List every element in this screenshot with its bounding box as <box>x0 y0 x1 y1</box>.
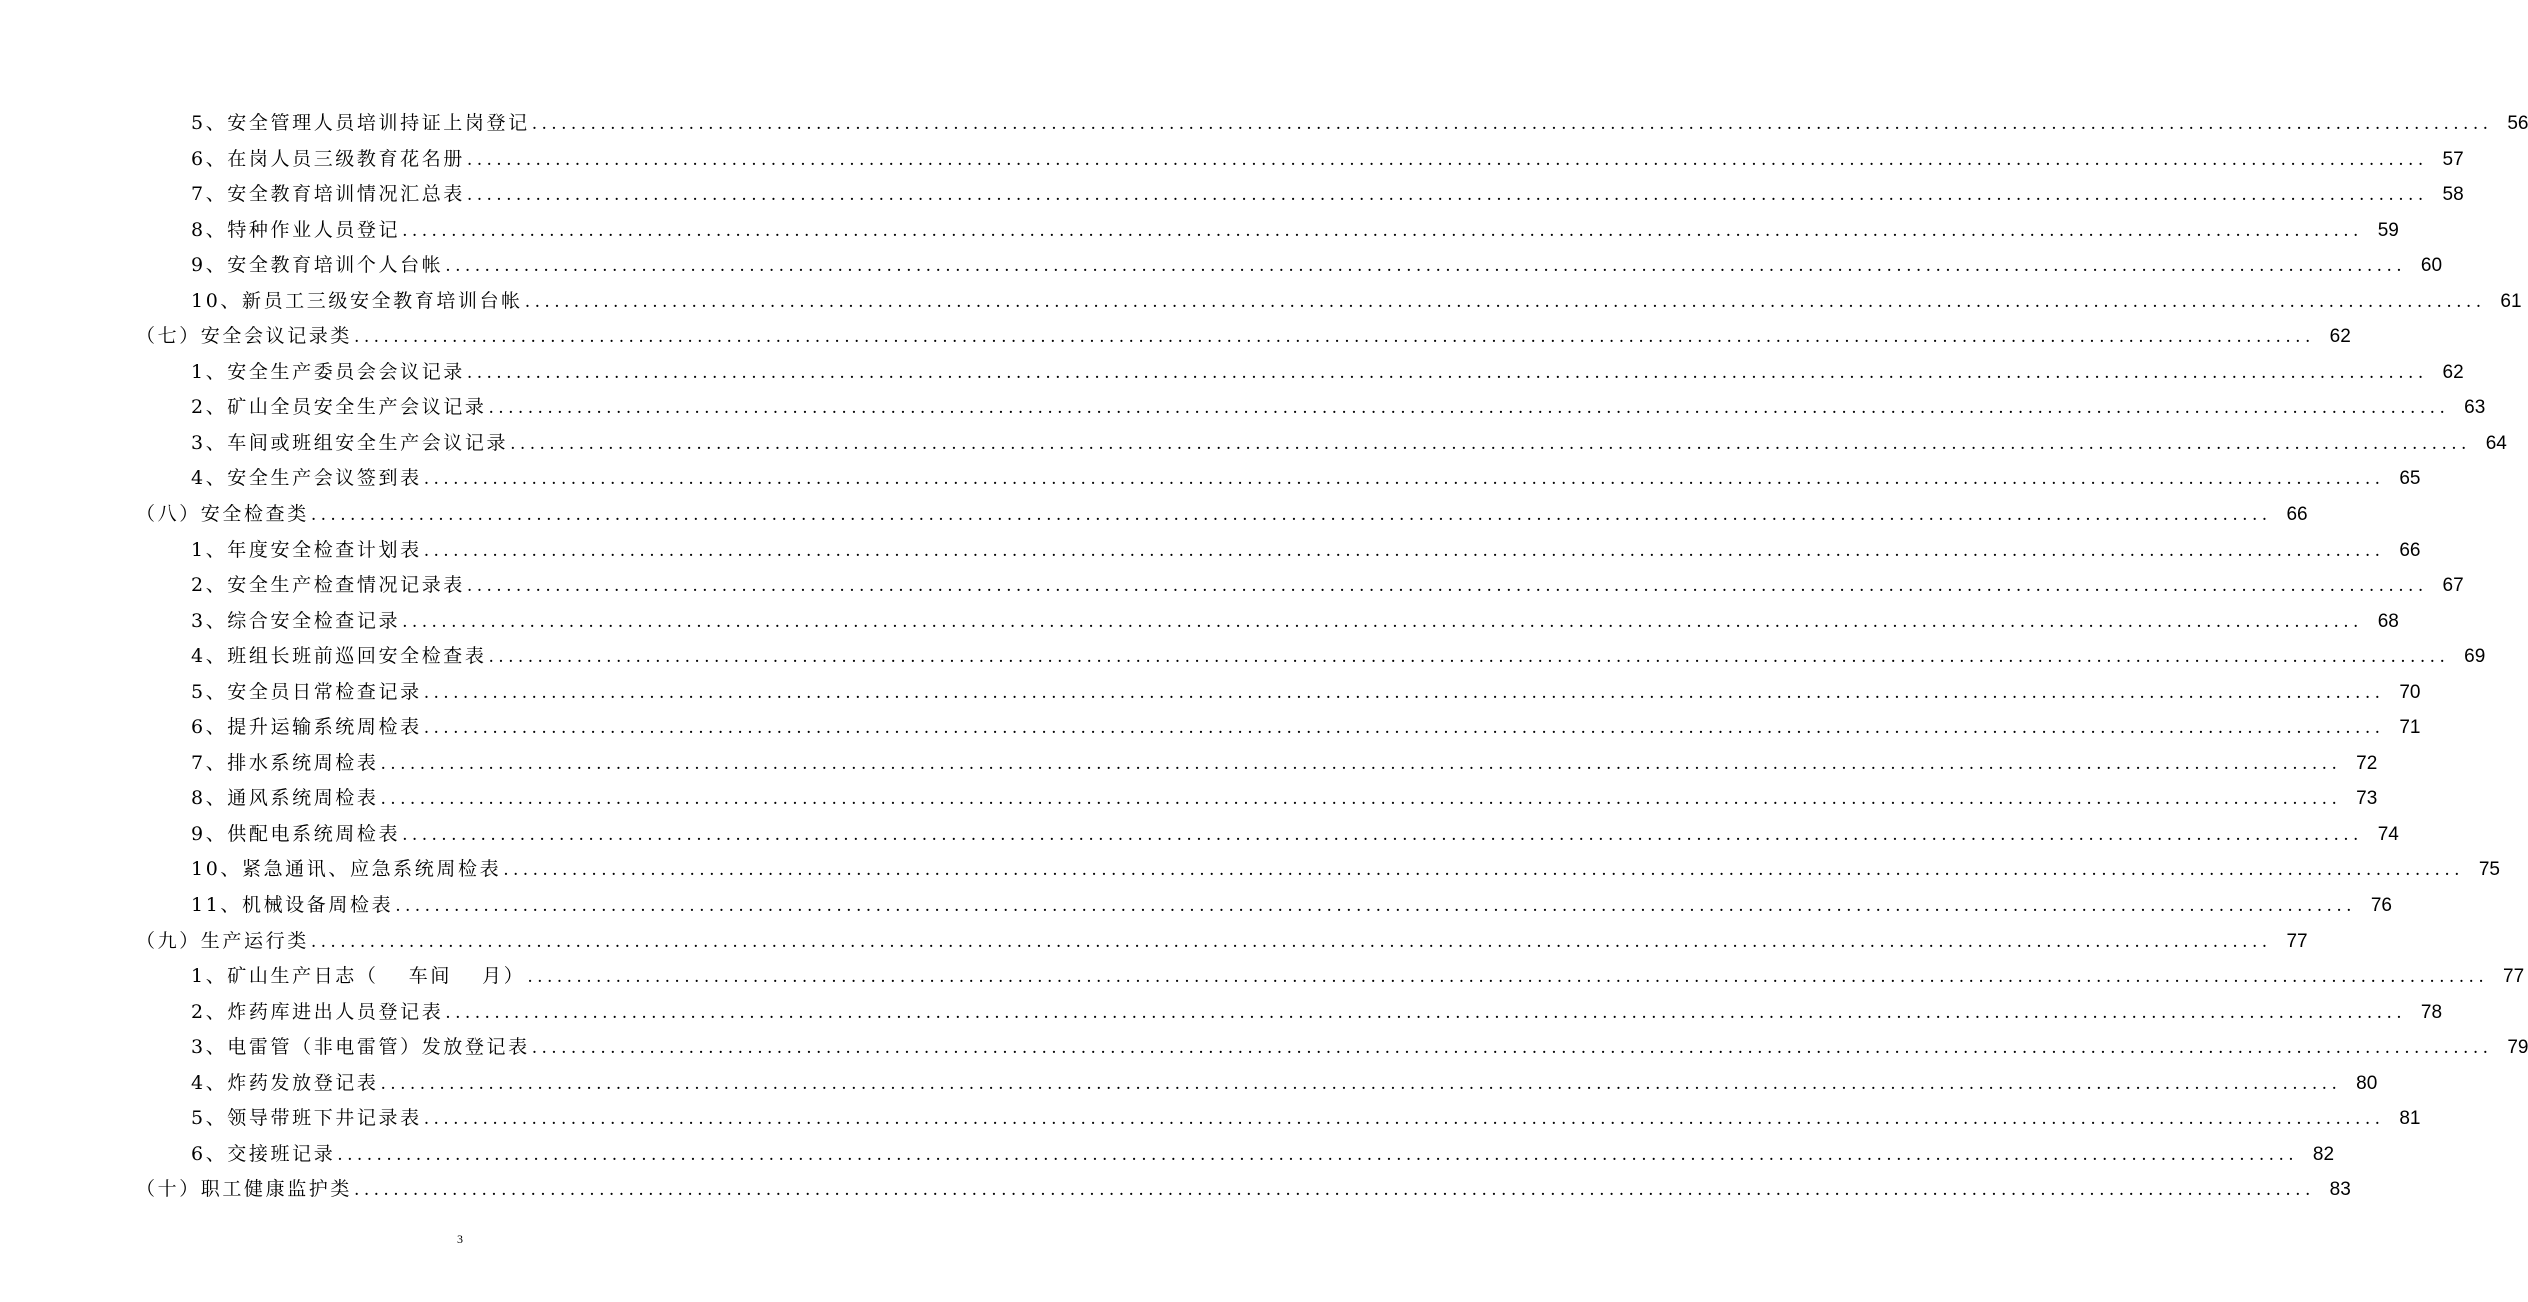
toc-entry-label: 2、安全生产检查情况记录表 <box>191 574 465 597</box>
toc-section-entry <box>0 497 2308 533</box>
toc-dot-leader: ........................................................................................................................................................................................................ <box>503 860 2464 881</box>
toc-entry-page-number: 59 <box>2377 219 2399 241</box>
toc-item-entry <box>0 710 2421 746</box>
table-of-contents <box>0 106 2528 1208</box>
toc-item-entry <box>0 639 2486 675</box>
toc-entry-page-number: 73 <box>2356 788 2378 810</box>
toc-entry-page-number: 71 <box>2399 717 2421 739</box>
toc-entry-label: 9、安全教育培训个人台帐 <box>191 254 444 277</box>
toc-dot-leader: ........................................................................................................................................................................................................ <box>402 824 2363 845</box>
toc-entry-page-number: 78 <box>2420 1001 2443 1023</box>
toc-entry-label: 5、安全员日常检查记录 <box>191 680 422 703</box>
toc-entry-label: 6、在岗人员三级教育花名册 <box>191 147 465 170</box>
toc-section-entry <box>0 924 2308 960</box>
toc-item-entry <box>0 142 2464 178</box>
toc-entry-page-number: 64 <box>2485 432 2507 454</box>
toc-entry-label: 6、提升运输系统周检表 <box>191 716 422 739</box>
toc-dot-leader: ........................................................................................................................................................................................................ <box>354 1180 2315 1201</box>
toc-entry-page-number: 68 <box>2377 610 2399 632</box>
toc-dot-leader: ........................................................................................................................................................................................................ <box>527 967 2489 988</box>
toc-dot-leader: ........................................................................................................................................................................................................ <box>445 256 2407 277</box>
toc-item-entry <box>0 533 2421 569</box>
toc-entry-page-number: 63 <box>2464 397 2486 419</box>
toc-entry-page-number: 72 <box>2356 752 2378 774</box>
toc-entry-page-number: 74 <box>2377 823 2399 845</box>
toc-dot-leader: ........................................................................................................................................................................................................ <box>395 896 2356 917</box>
toc-dot-leader: ........................................................................................................................................................................................................ <box>524 291 2486 312</box>
toc-entry-label: 1、安全生产委员会会议记录 <box>191 360 465 383</box>
toc-entry-page-number: 57 <box>2442 148 2464 170</box>
toc-dot-leader: ........................................................................................................................................................................................................ <box>445 1002 2407 1023</box>
toc-item-entry <box>0 1101 2421 1137</box>
toc-entry-page-number: 83 <box>2329 1179 2351 1201</box>
toc-dot-leader: ........................................................................................................................................................................................................ <box>466 149 2428 170</box>
toc-dot-leader: ........................................................................................................................................................................................................ <box>402 611 2363 632</box>
toc-entry-label: 1、矿山生产日志（ 车间 月） <box>191 965 526 988</box>
toc-entry-label: 2、矿山全员安全生产会议记录 <box>191 396 487 419</box>
toc-item-entry <box>0 959 2525 995</box>
toc-entry-label: 6、交接班记录 <box>191 1142 336 1165</box>
toc-item-entry <box>0 781 2378 817</box>
toc-item-entry <box>0 1137 2335 1173</box>
toc-item-entry <box>0 604 2399 640</box>
toc-entry-label: 1、年度安全检查计划表 <box>191 538 422 561</box>
toc-entry-label: 7、安全教育培训情况汇总表 <box>191 183 465 206</box>
toc-entry-label: 5、安全管理人员培训持证上岗登记 <box>191 112 530 134</box>
toc-entry-page-number: 70 <box>2399 681 2421 703</box>
toc-item-entry <box>0 390 2486 426</box>
toc-entry-page-number: 81 <box>2399 1108 2421 1130</box>
toc-entry-page-number: 77 <box>2503 966 2525 988</box>
toc-section-entry <box>0 319 2351 355</box>
toc-section-entry <box>0 1172 2351 1208</box>
toc-entry-label: 4、安全生产会议签到表 <box>191 467 422 490</box>
toc-entry-page-number: 75 <box>2478 859 2500 881</box>
toc-item-entry <box>0 426 2507 462</box>
toc-entry-page-number: 76 <box>2370 895 2392 917</box>
toc-entry-label: 2、炸药库进出人员登记表 <box>191 1000 444 1023</box>
toc-item-entry <box>0 675 2421 711</box>
toc-entry-page-number: 79 <box>2507 1037 2528 1059</box>
toc-dot-leader: ........................................................................................................................................................................................................ <box>380 1073 2342 1094</box>
toc-dot-leader: ........................................................................................................................................................................................................ <box>354 327 2315 348</box>
toc-entry-label: 3、电雷管（非电雷管）发放登记表 <box>191 1036 530 1059</box>
toc-item-entry <box>0 852 2500 888</box>
toc-entry-page-number: 61 <box>2500 290 2522 312</box>
toc-entry-label: 3、车间或班组安全生产会议记录 <box>191 431 509 454</box>
toc-item-entry <box>0 568 2464 604</box>
toc-item-entry <box>0 106 2528 142</box>
toc-item-entry <box>0 355 2464 391</box>
toc-entry-label: （八）安全检查类 <box>136 503 309 526</box>
toc-entry-page-number: 67 <box>2442 575 2464 597</box>
toc-entry-label: 4、班组长班前巡回安全检查表 <box>191 645 487 668</box>
toc-item-entry <box>0 1066 2378 1102</box>
toc-item-entry <box>0 213 2399 249</box>
toc-item-entry <box>0 817 2399 853</box>
toc-entry-page-number: 66 <box>2286 504 2308 526</box>
toc-dot-leader: ........................................................................................................................................................................................................ <box>423 469 2385 490</box>
toc-entry-page-number: 66 <box>2399 539 2421 561</box>
toc-entry-label: 10、新员工三级安全教育培训台帐 <box>191 289 523 312</box>
toc-dot-leader: ........................................................................................................................................................................................................ <box>423 540 2385 561</box>
toc-entry-page-number: 82 <box>2312 1143 2335 1165</box>
toc-item-entry <box>0 888 2392 924</box>
toc-dot-leader: ........................................................................................................................................................................................................ <box>380 753 2342 774</box>
page-number: 3 <box>457 1232 463 1246</box>
toc-item-entry <box>0 995 2443 1031</box>
toc-item-entry <box>0 177 2464 213</box>
toc-dot-leader: ........................................................................................................................................................................................................ <box>488 398 2450 419</box>
toc-dot-leader: ........................................................................................................................................................................................................ <box>380 789 2342 810</box>
toc-dot-leader: ........................................................................................................................................................................................................ <box>310 505 2272 526</box>
toc-entry-label: （十）职工健康监护类 <box>136 1178 353 1201</box>
toc-entry-label: 4、炸药发放登记表 <box>191 1071 379 1094</box>
toc-item-entry <box>0 746 2378 782</box>
toc-entry-page-number: 60 <box>2420 255 2443 277</box>
toc-entry-page-number: 62 <box>2329 326 2351 348</box>
toc-entry-label: 8、特种作业人员登记 <box>191 218 401 241</box>
toc-entry-page-number: 69 <box>2464 646 2486 668</box>
toc-entry-page-number: 65 <box>2399 468 2421 490</box>
toc-item-entry <box>0 248 2443 284</box>
toc-entry-label: 10、紧急通讯、应急系统周检表 <box>191 858 502 881</box>
toc-dot-leader: ........................................................................................................................................................................................................ <box>423 1109 2385 1130</box>
toc-dot-leader: ........................................................................................................................................................................................................ <box>310 931 2272 952</box>
toc-dot-leader: ........................................................................................................................................................................................................ <box>423 718 2385 739</box>
toc-dot-leader: ........................................................................................................................................................................................................ <box>402 220 2363 241</box>
toc-dot-leader: ........................................................................................................................................................................................................ <box>423 682 2385 703</box>
toc-dot-leader: ........................................................................................................................................................................................................ <box>510 433 2471 454</box>
toc-item-entry <box>0 284 2522 320</box>
toc-entry-label: （九）生产运行类 <box>136 929 309 952</box>
toc-entry-label: 11、机械设备周检表 <box>191 894 394 917</box>
toc-entry-page-number: 58 <box>2442 184 2464 206</box>
toc-item-entry <box>0 1030 2528 1066</box>
toc-entry-page-number: 56 <box>2507 113 2528 134</box>
toc-entry-page-number: 80 <box>2356 1072 2378 1094</box>
toc-dot-leader: ........................................................................................................................................................................................................ <box>337 1144 2299 1165</box>
toc-entry-label: 9、供配电系统周检表 <box>191 822 401 845</box>
toc-dot-leader: ........................................................................................................................................................................................................ <box>466 185 2428 206</box>
toc-entry-label: 5、领导带班下井记录表 <box>191 1107 422 1130</box>
toc-entry-label: 7、排水系统周检表 <box>191 751 379 774</box>
toc-dot-leader: ........................................................................................................................................................................................................ <box>466 362 2428 383</box>
toc-entry-page-number: 62 <box>2442 361 2464 383</box>
toc-item-entry <box>0 461 2421 497</box>
toc-entry-label: 3、综合安全检查记录 <box>191 609 401 632</box>
toc-dot-leader: ........................................................................................................................................................................................................ <box>531 1038 2493 1059</box>
toc-entry-label: 8、通风系统周检表 <box>191 787 379 810</box>
toc-dot-leader: ........................................................................................................................................................................................................ <box>488 647 2450 668</box>
toc-entry-page-number: 77 <box>2286 930 2308 952</box>
toc-dot-leader: ........................................................................................................................................................................................................ <box>466 576 2428 597</box>
toc-entry-label: （七）安全会议记录类 <box>136 325 353 348</box>
toc-dot-leader: ........................................................................................................................................................................................................ <box>531 114 2493 134</box>
